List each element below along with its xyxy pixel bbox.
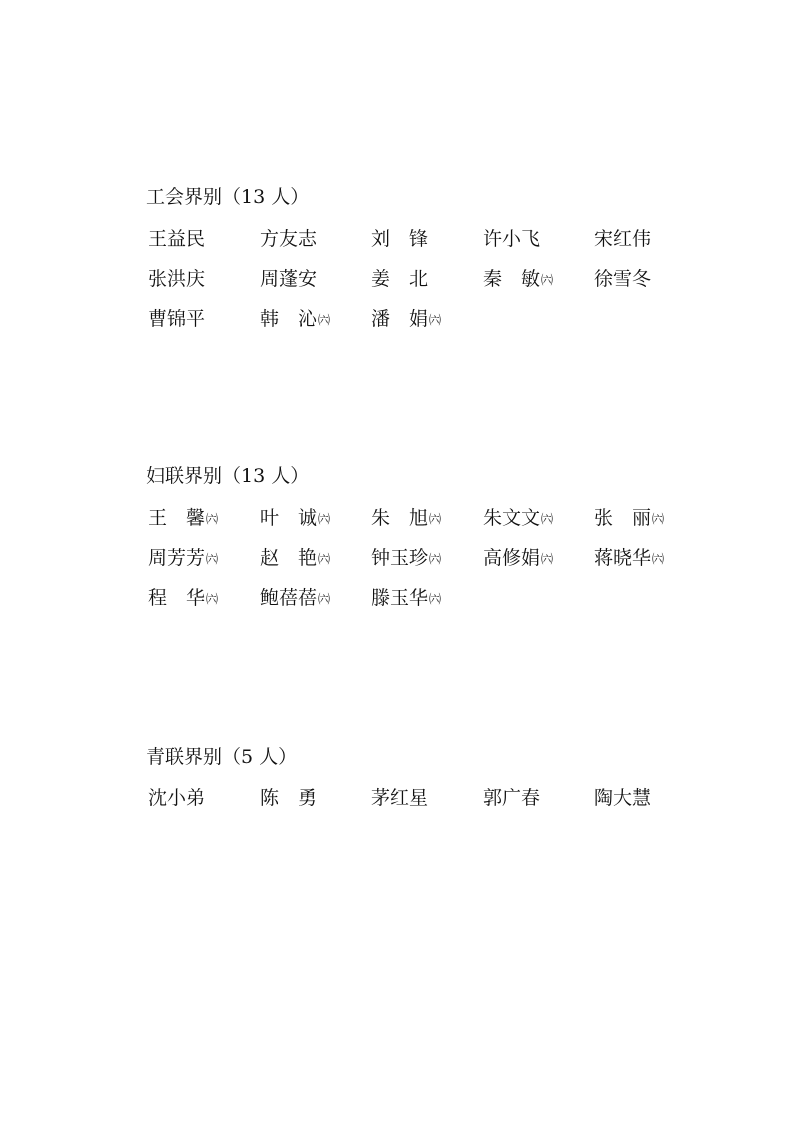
section-title: 妇联界别（13 人） — [146, 465, 310, 487]
member-name: 姜 北 — [371, 268, 429, 290]
member-name: 潘 娟㈥ — [371, 308, 442, 330]
member-name: 程 华㈥ — [148, 587, 219, 609]
member-name: 许小飞 — [483, 228, 541, 250]
member-name: 朱 旭㈥ — [371, 507, 442, 529]
member-name: 周蓬安 — [260, 268, 318, 290]
member-name: 滕玉华㈥ — [371, 587, 442, 609]
member-name: 陶大慧 — [594, 787, 652, 809]
member-name: 周芳芳㈥ — [148, 547, 219, 569]
member-name: 秦 敏㈥ — [483, 268, 554, 290]
member-name: 方友志 — [260, 228, 318, 250]
name-row — [0, 267, 793, 297]
section-title: 青联界别（5 人） — [146, 746, 298, 768]
member-name: 茅红星 — [371, 787, 429, 809]
name-row — [0, 227, 793, 257]
name-row — [0, 586, 793, 616]
member-name: 王 馨㈥ — [148, 507, 219, 529]
member-name: 鲍蓓蓓㈥ — [260, 587, 331, 609]
member-name: 赵 艳㈥ — [260, 547, 331, 569]
name-row — [0, 786, 793, 816]
member-name: 韩 沁㈥ — [260, 308, 331, 330]
member-name: 王益民 — [148, 228, 206, 250]
member-name: 陈 勇 — [260, 787, 318, 809]
member-name: 曹锦平 — [148, 308, 206, 330]
member-name: 郭广春 — [483, 787, 541, 809]
member-name: 刘 锋 — [371, 228, 429, 250]
member-name: 张洪庆 — [148, 268, 206, 290]
member-name: 张 丽㈥ — [594, 507, 665, 529]
section-title: 工会界别（13 人） — [146, 186, 310, 208]
member-name: 高修娟㈥ — [483, 547, 554, 569]
name-row — [0, 307, 793, 337]
member-name: 叶 诚㈥ — [260, 507, 331, 529]
name-row — [0, 546, 793, 576]
member-name: 徐雪冬 — [594, 268, 652, 290]
name-row — [0, 506, 793, 536]
member-name: 沈小弟 — [148, 787, 206, 809]
member-name: 钟玉珍㈥ — [371, 547, 442, 569]
member-name: 宋红伟 — [594, 228, 652, 250]
member-name: 朱文文㈥ — [483, 507, 554, 529]
member-name: 蒋晓华㈥ — [594, 547, 665, 569]
